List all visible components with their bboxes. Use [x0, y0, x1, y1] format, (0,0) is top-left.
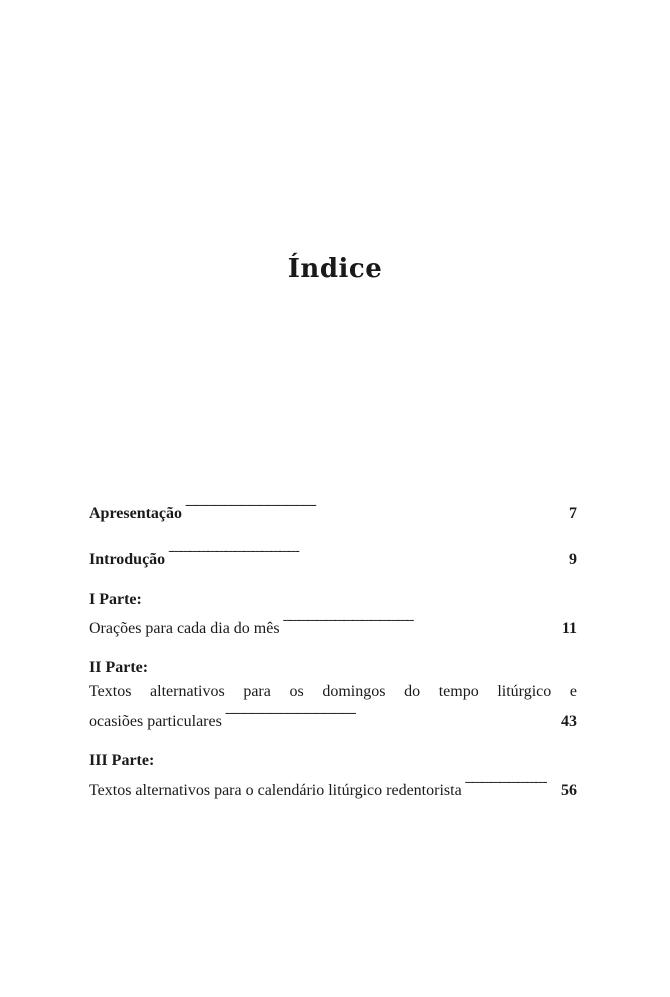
toc-entry-introducao[interactable] [89, 542, 577, 571]
toc-entry-page: 9 [569, 551, 577, 568]
dot-leader [225, 704, 547, 726]
toc-entry-part-2[interactable] [89, 704, 577, 733]
dot-leader [168, 542, 547, 564]
toc-entry-page: 7 [569, 505, 577, 522]
toc-entry-page: 43 [561, 713, 577, 730]
section-heading-part-2: II Parte: [89, 659, 149, 676]
toc-entry-page: 11 [561, 620, 577, 637]
toc-entry-label: Orações para cada dia do mês [89, 620, 280, 637]
toc-entry-label: Apresentação [89, 505, 183, 522]
toc-entry-apresentacao[interactable] [89, 496, 577, 525]
dot-leader [283, 611, 547, 633]
toc-entry-label: Introdução [89, 551, 166, 568]
toc-entry-label: Textos alternativos para o calendário litúrgico redentorista [89, 782, 462, 799]
toc-entry-part-3[interactable] [89, 773, 577, 802]
section-heading-part-3: III Parte: [89, 752, 155, 769]
section-heading-part-1: I Parte: [89, 591, 142, 608]
page-title: Índice [287, 254, 383, 284]
toc-entry-page: 56 [561, 782, 577, 799]
toc-entry-label: ocasiões particulares [89, 713, 222, 730]
dot-leader [185, 496, 547, 518]
toc-entry-part-1[interactable] [89, 611, 577, 640]
dot-leader [465, 773, 547, 795]
toc-entry-label-line: Textos alternativos para os domingos do tempo litúrgico e [89, 683, 577, 700]
